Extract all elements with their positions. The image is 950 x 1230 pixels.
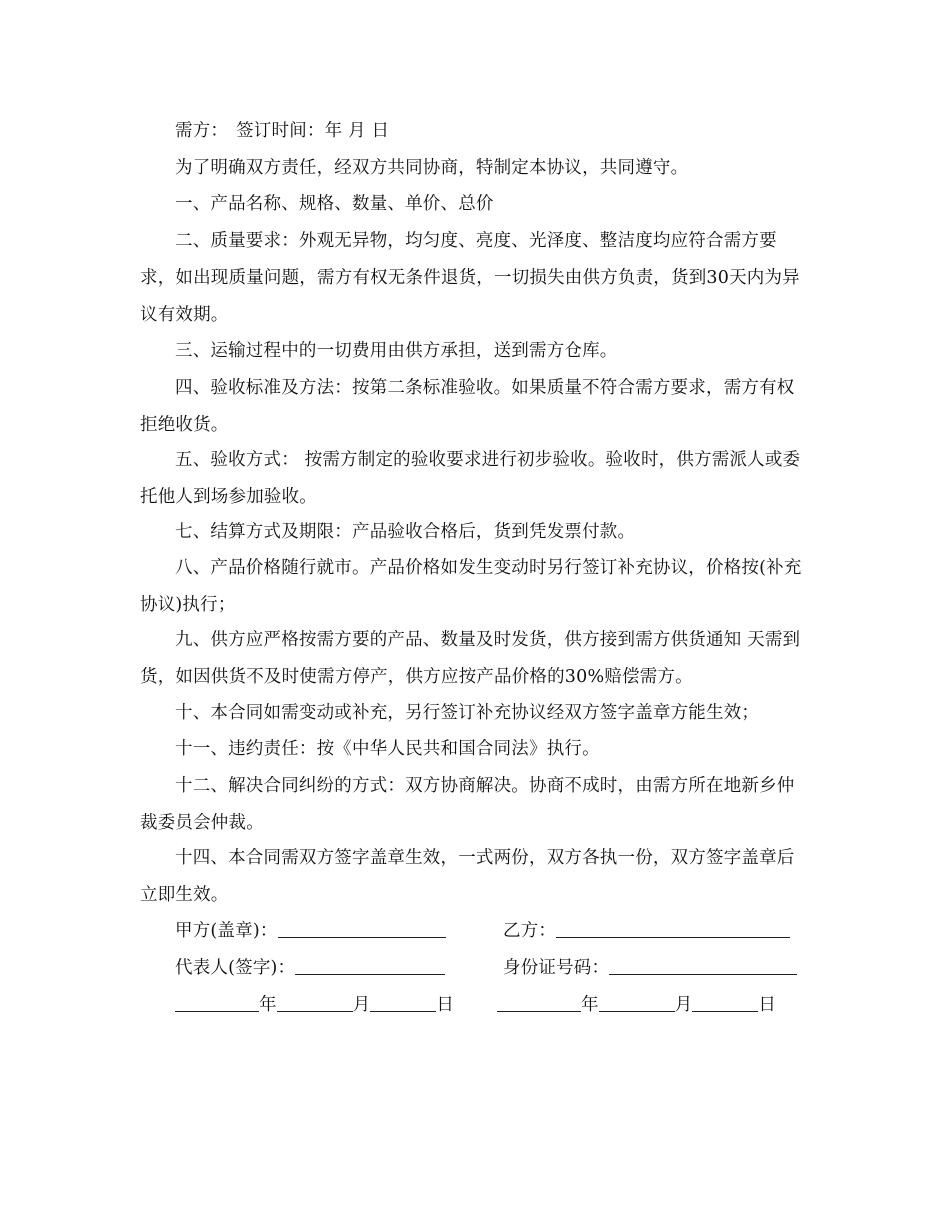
paragraph-12: 十二、解决合同纠纷的方式：双方协商解决。协商不成时，由需方所在地新乡仲裁委员会仲裁。 bbox=[140, 776, 795, 833]
party-a-row bbox=[175, 913, 446, 950]
paragraph-8: 八、产品价格随行就市。产品价格如发生变动时另行签订补充协议，价格按(补充协议)执行； bbox=[140, 558, 802, 615]
date-row-left bbox=[175, 987, 454, 1024]
year-blank-left[interactable] bbox=[175, 993, 259, 1012]
day-blank-left[interactable] bbox=[370, 993, 436, 1012]
party-b-row bbox=[503, 913, 790, 950]
paragraph-11: 十一、违约责任：按《中华人民共和国合同法》执行。 bbox=[175, 739, 600, 759]
paragraph-14: 十四、本合同需双方签字盖章生效，一式两份，双方各执一份，双方签字盖章后立即生效。 bbox=[140, 848, 795, 905]
year-blank-right[interactable] bbox=[497, 993, 581, 1012]
year-label-right: 年 bbox=[581, 995, 599, 1015]
party-b-blank[interactable] bbox=[556, 919, 790, 938]
paragraph-9: 九、供方应严格按需方要的产品、数量及时发货，供方接到需方供货通知 天需到货，如因供货不及时使需方停产，供方应按产品价格的30%赔偿需方。 bbox=[140, 630, 801, 687]
id-number-blank[interactable] bbox=[609, 956, 797, 975]
paragraph-1: 一、产品名称、规格、数量、单价、总价 bbox=[175, 194, 494, 214]
representative-row bbox=[175, 950, 445, 987]
paragraph-4: 四、验收标准及方法：按第二条标准验收。如果质量不符合需方要求，需方有权拒绝收货。 bbox=[140, 378, 795, 435]
day-blank-right[interactable] bbox=[692, 993, 758, 1012]
paragraph-2: 二、质量要求：外观无异物，均匀度、亮度、光泽度、整洁度均应符合需方要求，如出现质量问题，需方有权无条件退货，一切损失由供方负责，货到30天内为异议有效期。 bbox=[140, 231, 800, 325]
paragraph-5: 五、验收方式： 按需方制定的验收要求进行初步验收。验收时，供方需派人或委托他人到场参加验收。 bbox=[140, 450, 801, 507]
month-label-right: 月 bbox=[674, 995, 693, 1015]
day-label-left: 日 bbox=[436, 995, 455, 1015]
paragraph-intro: 为了明确双方责任，经双方共同协商，特制定本协议，共同遵守。 bbox=[175, 158, 689, 178]
paragraph-10: 十、本合同如需变动或补充，另行签订补充协议经双方签字盖章方能生效； bbox=[175, 703, 760, 723]
paragraph-7: 七、结算方式及期限：产品验收合格后，货到凭发票付款。 bbox=[175, 522, 636, 542]
id-number-row bbox=[503, 950, 797, 987]
party-a-blank[interactable] bbox=[278, 919, 446, 938]
party-a-label: 甲方(盖章)： bbox=[175, 921, 278, 941]
party-b-label: 乙方： bbox=[503, 921, 557, 941]
header-line bbox=[175, 113, 389, 150]
id-number-label: 身份证号码： bbox=[503, 958, 610, 978]
sign-time-label: 签订时间：年 月 日 bbox=[236, 121, 390, 141]
month-blank-right[interactable] bbox=[599, 993, 675, 1012]
representative-blank[interactable] bbox=[295, 956, 445, 975]
month-label-left: 月 bbox=[352, 995, 371, 1015]
date-row-right bbox=[497, 987, 776, 1024]
day-label-right: 日 bbox=[758, 995, 777, 1015]
buyer-label: 需方： bbox=[175, 121, 229, 141]
month-blank-left[interactable] bbox=[277, 993, 353, 1012]
year-label-left: 年 bbox=[259, 995, 277, 1015]
representative-label: 代表人(签字)： bbox=[175, 958, 296, 978]
paragraph-3: 三、运输过程中的一切费用由供方承担，送到需方仓库。 bbox=[175, 341, 618, 361]
